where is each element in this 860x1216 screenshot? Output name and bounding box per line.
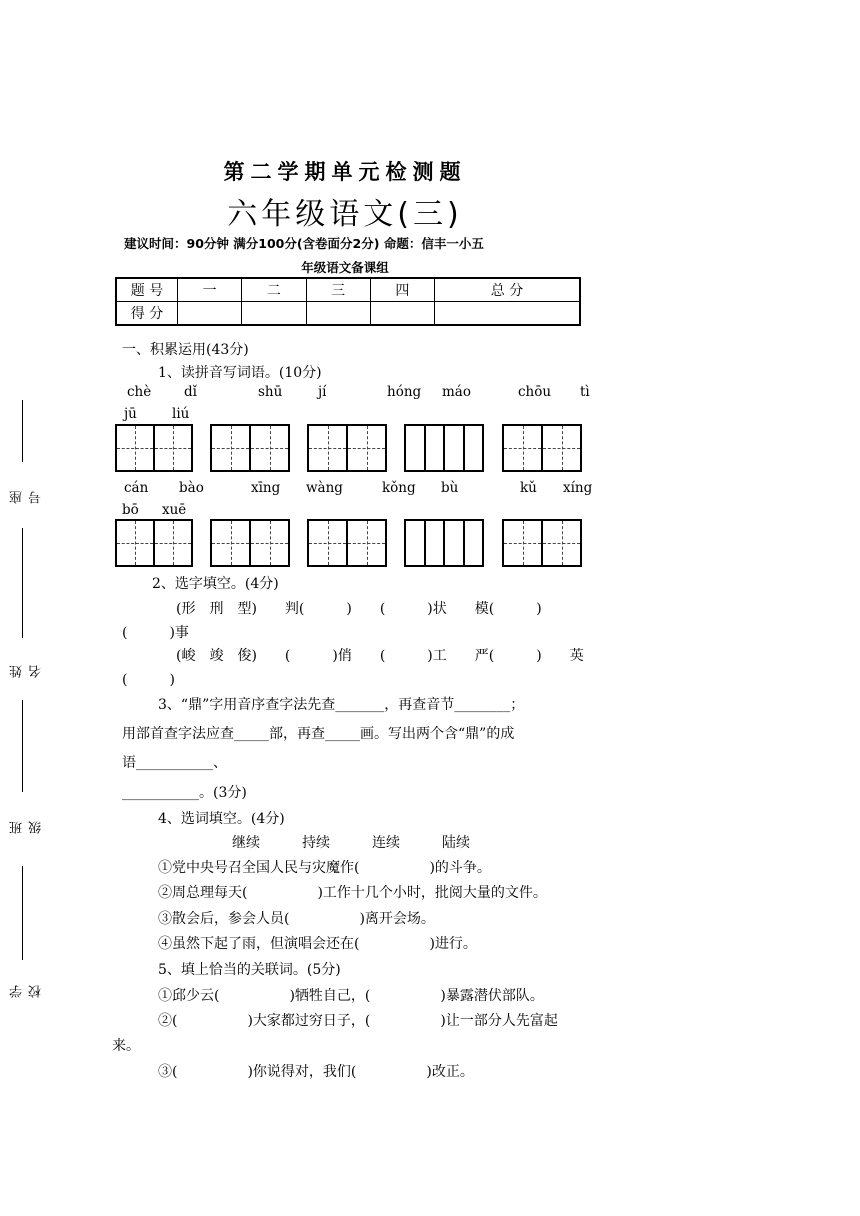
class-label: 班 级 [10, 811, 44, 835]
writing-grid[interactable] [210, 519, 290, 567]
pinyin: kǒng [382, 480, 416, 496]
q4-item: ②周总理每天( )工作十几个小时，批阅大量的文件。 [158, 885, 547, 901]
q4-options: 继续 持续 连续 陆续 [232, 835, 470, 851]
q5-item2-cont: 来。 [112, 1038, 140, 1054]
pinyin: tì [580, 384, 590, 400]
pinyin: jí [318, 384, 327, 400]
score-cell[interactable] [306, 302, 370, 326]
score-cell[interactable] [370, 302, 434, 326]
q4-title: 4、选词填空。(4分) [158, 811, 285, 827]
exam-title: 六年级语文(三) [227, 197, 463, 232]
name-label: 姓 名 [10, 655, 44, 679]
fill-line [22, 528, 23, 638]
pinyin: shū [258, 384, 283, 400]
writing-grid[interactable] [115, 519, 193, 567]
pinyin: hóng [387, 384, 422, 400]
pinyin: kǔ [520, 480, 537, 496]
q5-item2: ②( )大家都过穷日子，( )让一部分人先富起 [158, 1013, 558, 1029]
q4-item: ①党中央号召全国人民与灾魔作( )的斗争。 [158, 860, 491, 876]
score-header-cell: 一 [178, 278, 242, 302]
writing-grid[interactable] [502, 424, 582, 472]
q2-title: 2、选字填空。(4分) [152, 576, 279, 592]
q5-item1: ①邱少云( )牺牲自己，( )暴露潜伏部队。 [158, 988, 544, 1004]
writing-grid[interactable] [307, 519, 387, 567]
score-header-cell: 三 [306, 278, 370, 302]
section1-title: 一、积累运用(43分) [122, 342, 249, 358]
pinyin: chè [127, 384, 152, 400]
fill-line [22, 400, 23, 462]
pinyin: máo [442, 384, 471, 400]
score-cell[interactable] [242, 302, 306, 326]
q1-title: 1、读拼音写词语。(10分) [158, 365, 322, 381]
fill-line [22, 700, 23, 792]
pinyin: jū [124, 406, 137, 422]
q3-line3: 语___________、 [122, 755, 227, 771]
pinyin: xíng [563, 480, 593, 496]
pinyin: wàng [306, 480, 343, 496]
pinyin: xīng [251, 480, 281, 496]
q5-item3: ③( )你说得对，我们( )改正。 [158, 1064, 474, 1080]
pinyin: cán [124, 480, 149, 496]
pinyin: bō [122, 502, 139, 518]
pinyin: liú [172, 406, 190, 422]
score-table-score-row [116, 302, 580, 326]
exam-meta-line2: 年级语文备课组 [301, 260, 389, 275]
score-table-header-row [116, 278, 580, 302]
q4-item: ③散会后，参会人员( )离开会场。 [158, 911, 435, 927]
writing-grid[interactable] [404, 424, 484, 472]
q2-line1: (形 刑 型) 判( ) ( )状 模( ) [176, 601, 542, 617]
writing-grid[interactable] [115, 424, 193, 472]
q3-line2: 用部首查字法应查_____部，再查_____画。写出两个含“鼎”的成 [122, 726, 515, 742]
fill-line [22, 866, 23, 960]
score-cell[interactable] [178, 302, 242, 326]
writing-grid[interactable] [307, 424, 387, 472]
pinyin: dǐ [184, 384, 197, 400]
q3-line1: 3、“鼎”字用音序查字法先查_______，再查音节________； [158, 697, 525, 713]
seat-number-label: 座 号 [10, 481, 44, 505]
q3-line4: ___________。(3分) [122, 785, 247, 801]
q2-line2b: ( ) [122, 672, 175, 688]
q2-line1b: ( )事 [122, 625, 189, 641]
score-cell[interactable] [435, 302, 581, 326]
score-header-cell: 总 分 [435, 278, 581, 302]
score-row-label: 得 分 [116, 302, 178, 326]
score-header-cell: 四 [370, 278, 434, 302]
pinyin: xuē [162, 502, 187, 518]
school-label: 学 校 [10, 975, 44, 999]
pinyin: bù [441, 480, 459, 496]
q5-title: 5、填上恰当的关联词。(5分) [158, 962, 341, 978]
score-header-cell: 题 号 [116, 278, 178, 302]
writing-grid[interactable] [502, 519, 582, 567]
writing-grid[interactable] [210, 424, 290, 472]
score-table [115, 277, 581, 326]
q4-item: ④虽然下起了雨，但演唱会还在( )进行。 [158, 936, 477, 952]
exam-subtitle: 第二学期单元检测题 [223, 160, 467, 184]
q2-line2: (峻 竣 俊) ( )俏 ( )工 严( ) 英 [176, 648, 584, 664]
score-header-cell: 二 [242, 278, 306, 302]
writing-grid[interactable] [404, 519, 484, 567]
pinyin: chōu [518, 384, 552, 400]
exam-meta-line1: 建议时间：90分钟 满分100分(含卷面分2分) 命题：信丰一小五 [124, 236, 484, 251]
pinyin: bào [179, 480, 204, 496]
